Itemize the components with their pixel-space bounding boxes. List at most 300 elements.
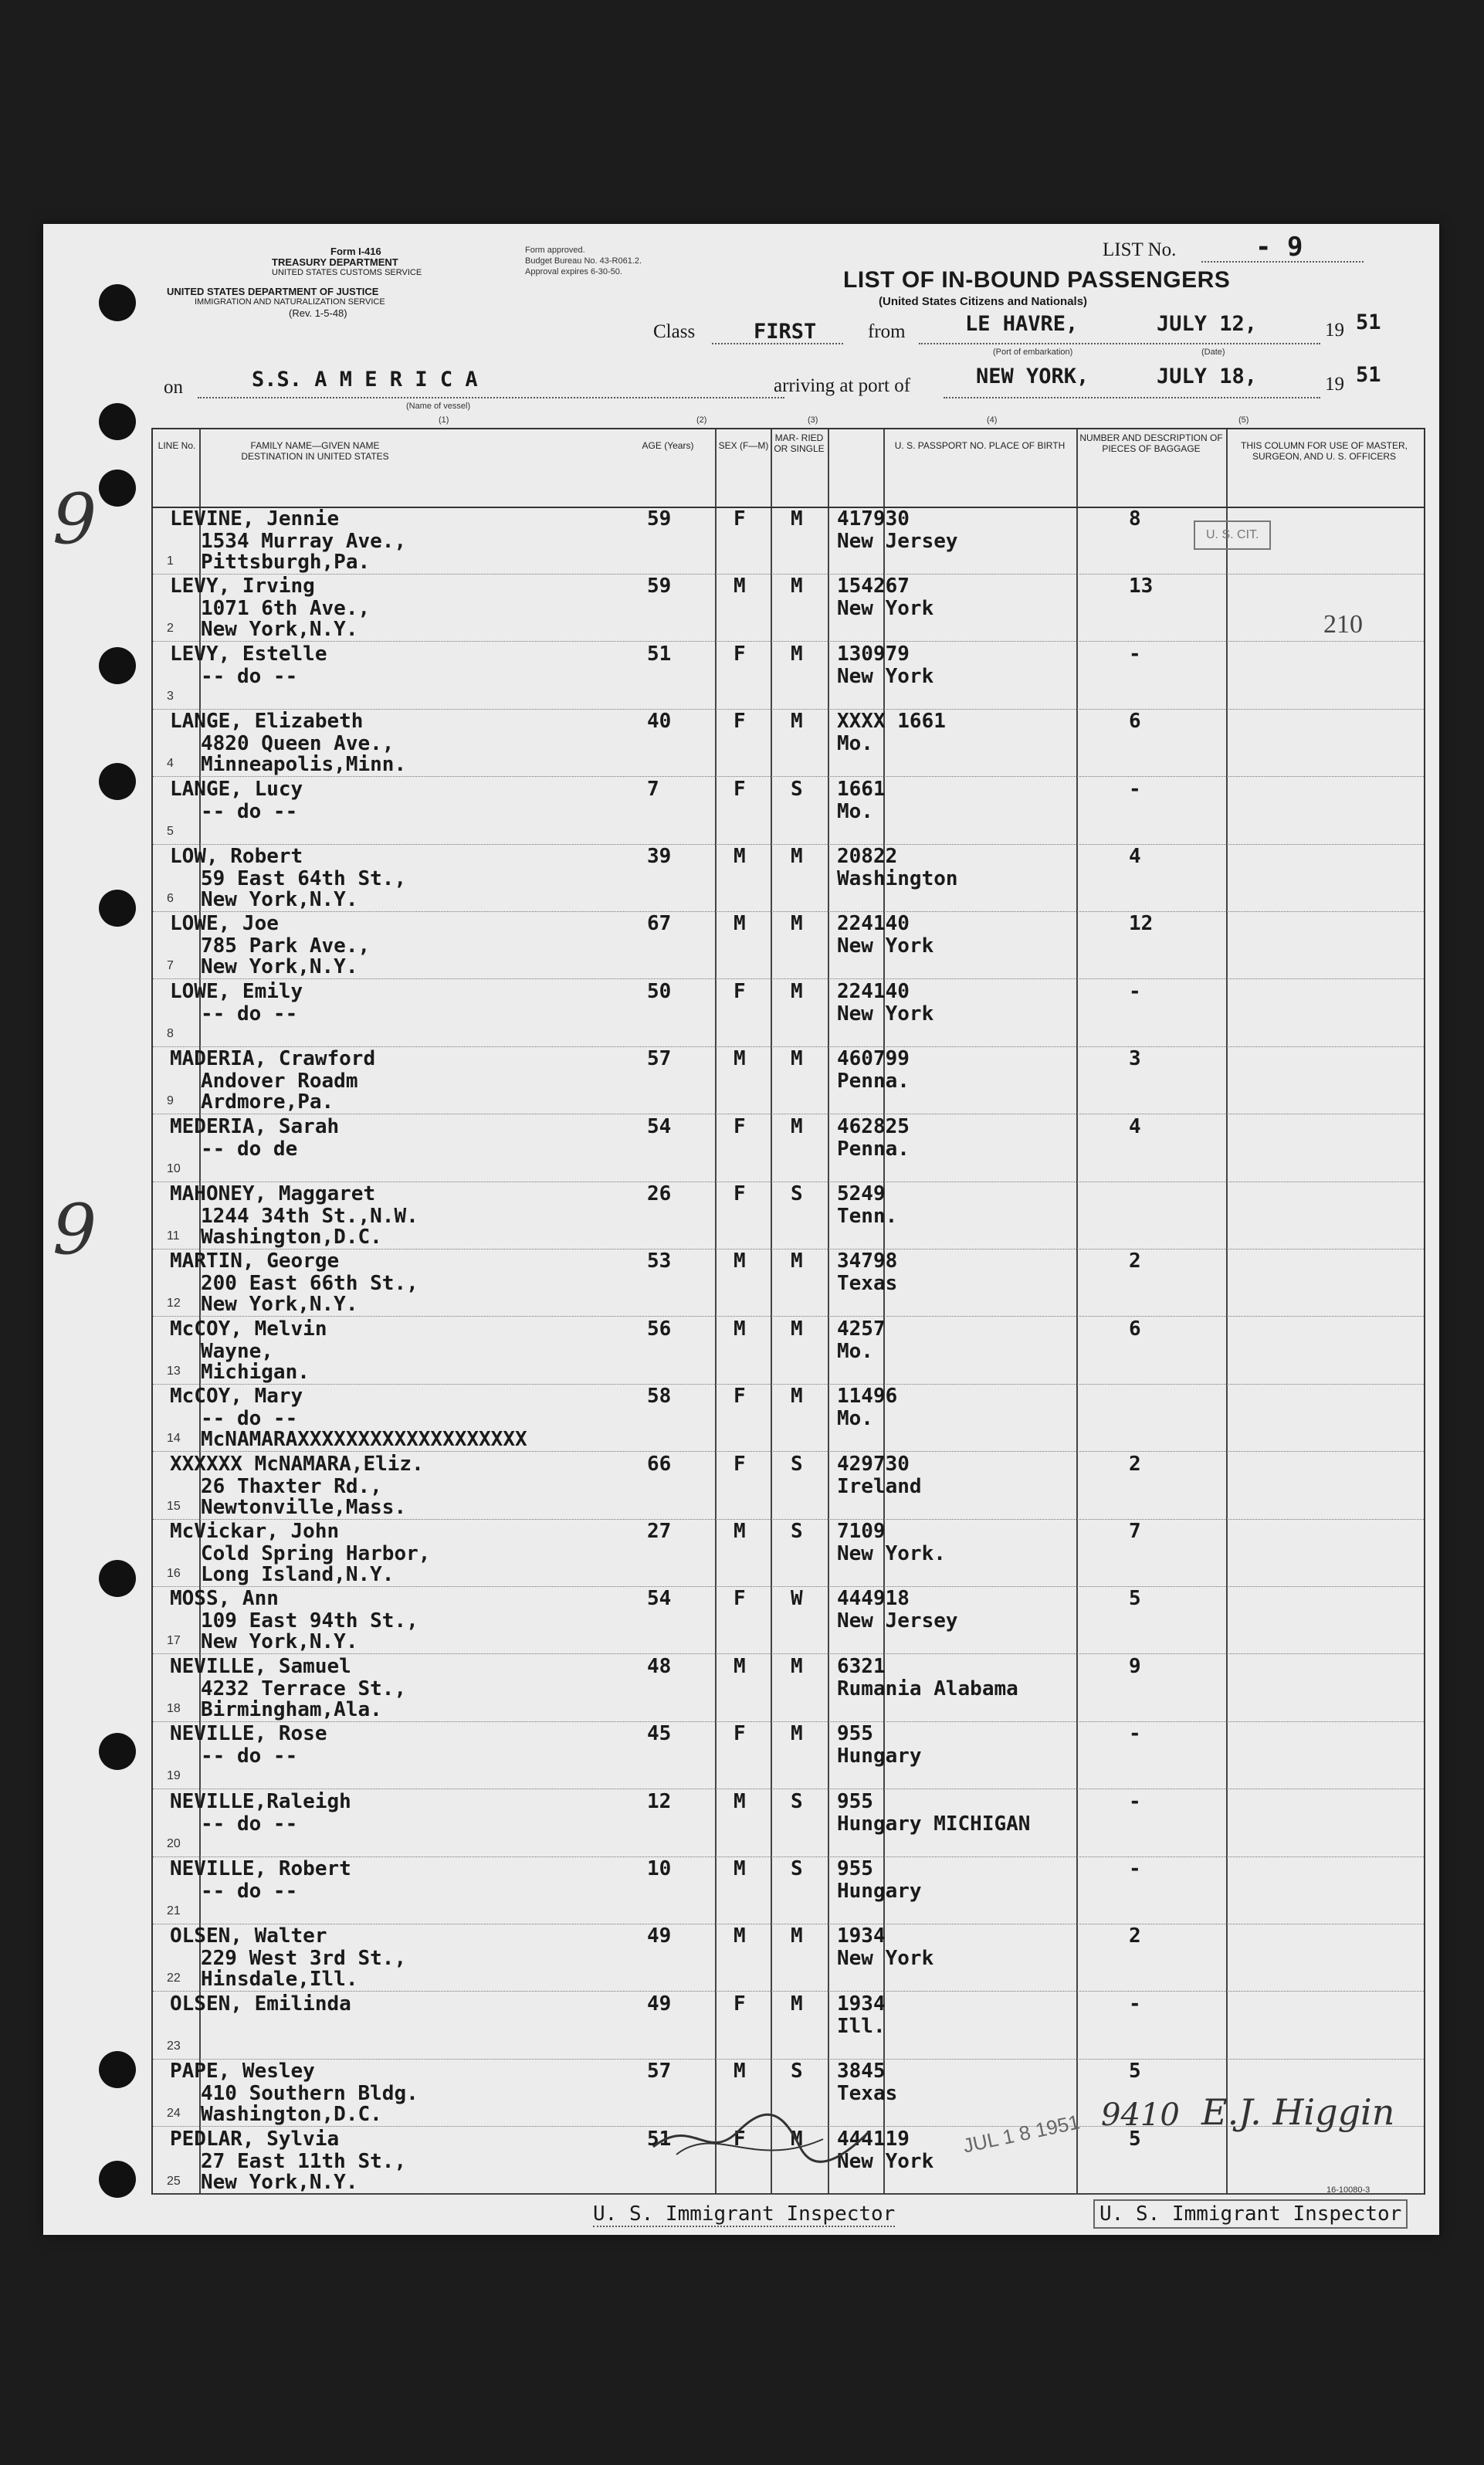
passport-number: 1661 bbox=[837, 777, 886, 801]
destination-line-2: New York,N.Y. bbox=[201, 1293, 358, 1317]
sex: M bbox=[734, 1654, 746, 1678]
passport-number: 11496 bbox=[837, 1385, 898, 1409]
destination-line-2: Michigan. bbox=[201, 1360, 310, 1384]
passport-number: 7109 bbox=[837, 1520, 886, 1543]
destination-line-1: -- do -- bbox=[201, 1002, 298, 1026]
age: 59 bbox=[647, 575, 672, 598]
table-row bbox=[153, 1519, 1424, 1587]
place-of-birth: Ireland bbox=[837, 1474, 922, 1498]
sex: F bbox=[734, 1182, 746, 1205]
age: 66 bbox=[647, 1452, 672, 1476]
sex: M bbox=[734, 1047, 746, 1071]
passenger-name: PEDLAR, Sylvia bbox=[170, 2127, 340, 2151]
col-number-3: (3) bbox=[808, 415, 818, 425]
place-of-birth: Texas bbox=[837, 2082, 898, 2106]
sex: F bbox=[734, 1114, 746, 1138]
place-of-birth: New York bbox=[837, 934, 934, 958]
sex: M bbox=[734, 1789, 746, 1813]
passport-number: XXXX 1661 bbox=[837, 710, 946, 734]
destination-line-1: 4820 Queen Ave., bbox=[201, 732, 395, 756]
table-row bbox=[153, 911, 1424, 979]
baggage-count: - bbox=[1129, 777, 1141, 801]
line-number: 19 bbox=[167, 1769, 181, 1783]
destination-line-1: -- do de bbox=[201, 1137, 298, 1161]
marital-status: S bbox=[791, 2060, 803, 2084]
table-row bbox=[153, 1114, 1424, 1182]
vessel-col-number: (1) bbox=[439, 415, 449, 425]
passenger-name: McVickar, John bbox=[170, 1520, 340, 1543]
table-row bbox=[153, 1317, 1424, 1385]
from-label: from bbox=[868, 321, 906, 342]
approval-line-1: Form approved. bbox=[525, 246, 585, 255]
place-of-birth: New York bbox=[837, 2149, 934, 2173]
line-number: 2 bbox=[167, 622, 174, 636]
passport-number: 955 bbox=[837, 1789, 873, 1813]
passenger-name: LEVY, Estelle bbox=[170, 642, 327, 666]
passenger-name: McCOY, Mary bbox=[170, 1385, 303, 1409]
destination-line-2: New York,N.Y. bbox=[201, 2170, 358, 2194]
place-of-birth: Mo. bbox=[837, 1339, 873, 1363]
table-row bbox=[153, 1586, 1424, 1654]
destination-line-1: 229 West 3rd St., bbox=[201, 1947, 407, 1971]
vessel-name: S.S. A M E R I C A bbox=[252, 368, 478, 392]
line-number: 21 bbox=[167, 1904, 181, 1917]
sex: M bbox=[734, 1924, 746, 1948]
passenger-name: XXXXXX McNAMARA,Eliz. bbox=[170, 1452, 424, 1476]
marital-status: M bbox=[791, 1249, 803, 1273]
age: 57 bbox=[647, 1047, 672, 1071]
table-row bbox=[153, 1721, 1424, 1789]
destination-line-2: Hinsdale,Ill. bbox=[201, 1968, 358, 1992]
passenger-name: LOWE, Joe bbox=[170, 912, 279, 936]
sex: F bbox=[734, 1385, 746, 1409]
marital-status: M bbox=[791, 642, 803, 666]
passport-number: 1934 bbox=[837, 1992, 886, 2016]
destination-line-1: 200 East 66th St., bbox=[201, 1272, 418, 1296]
punch-hole-5 bbox=[99, 763, 136, 800]
punch-hole-6 bbox=[99, 890, 136, 927]
marital-status: S bbox=[791, 777, 803, 801]
punch-hole-3 bbox=[99, 470, 136, 507]
date-stamp: JUL 1 8 1951 bbox=[961, 2110, 1083, 2158]
destination-line-2: Ardmore,Pa. bbox=[201, 1090, 334, 1114]
passport-number: 34798 bbox=[837, 1249, 898, 1273]
col-number-2: (2) bbox=[696, 415, 707, 425]
age: 49 bbox=[647, 1924, 672, 1948]
place-of-birth: New York bbox=[837, 664, 934, 688]
arrival-date: JULY 18, bbox=[1157, 364, 1258, 388]
table-header bbox=[153, 429, 1424, 508]
baggage-count: 4 bbox=[1129, 845, 1141, 868]
sex: F bbox=[734, 710, 746, 734]
passenger-name: LOWE, Emily bbox=[170, 979, 303, 1003]
punch-hole-9 bbox=[99, 2051, 136, 2088]
passport-number: 1934 bbox=[837, 1924, 886, 1948]
age: 10 bbox=[647, 1857, 672, 1880]
place-of-birth: Mo. bbox=[837, 1407, 873, 1431]
passenger-name: LOW, Robert bbox=[170, 845, 303, 868]
line-number: 8 bbox=[167, 1026, 174, 1040]
passenger-name: MEDERIA, Sarah bbox=[170, 1114, 340, 1138]
header-baggage: NUMBER AND DESCRIPTION OF PIECES OF BAGGAGE bbox=[1079, 432, 1223, 454]
baggage-count: 13 bbox=[1129, 575, 1154, 598]
destination-line-1: 1244 34th St.,N.W. bbox=[201, 1205, 418, 1228]
place-of-birth: Rumania Alabama bbox=[837, 1677, 1018, 1700]
age: 57 bbox=[647, 2060, 672, 2084]
place-of-birth: Tenn. bbox=[837, 1205, 898, 1228]
marital-status: M bbox=[791, 1317, 803, 1341]
line-number: 24 bbox=[167, 2107, 181, 2121]
marital-status: M bbox=[791, 1992, 803, 2016]
table-row bbox=[153, 1856, 1424, 1924]
age: 40 bbox=[647, 710, 672, 734]
marital-status: M bbox=[791, 979, 803, 1003]
destination-line-1: Cold Spring Harbor, bbox=[201, 1542, 431, 1565]
date-caption: (Date) bbox=[1201, 348, 1225, 357]
place-of-birth: New York bbox=[837, 1947, 934, 1971]
destination-line-1: Andover Roadm bbox=[201, 1070, 358, 1093]
treasury-dept: TREASURY DEPARTMENT bbox=[272, 256, 398, 268]
table-row bbox=[153, 1789, 1424, 1857]
table-row bbox=[153, 642, 1424, 710]
baggage-count: 9 bbox=[1129, 1654, 1141, 1678]
table-row bbox=[153, 844, 1424, 912]
line-number: 15 bbox=[167, 1499, 181, 1513]
margin-mark-1: 9 bbox=[53, 479, 97, 560]
signature-scribble bbox=[645, 2101, 877, 2173]
justice-dept: UNITED STATES DEPARTMENT OF JUSTICE bbox=[167, 286, 379, 297]
header-age: AGE (Years) bbox=[642, 440, 694, 451]
destination-line-1: 1071 6th Ave., bbox=[201, 597, 371, 621]
sex: M bbox=[734, 575, 746, 598]
age: 58 bbox=[647, 1385, 672, 1409]
table-row bbox=[153, 709, 1424, 777]
marital-status: M bbox=[791, 1654, 803, 1678]
list-no-value: - 9 bbox=[1255, 232, 1303, 263]
destination-line-2: New York,N.Y. bbox=[201, 888, 358, 911]
passport-number: 3845 bbox=[837, 2060, 886, 2084]
destination-line-1: 785 Park Ave., bbox=[201, 934, 371, 958]
passenger-name: OLSEN, Walter bbox=[170, 1924, 327, 1948]
place-of-birth: Mo. bbox=[837, 732, 873, 756]
marital-status: M bbox=[791, 1385, 803, 1409]
place-of-birth: Penna. bbox=[837, 1137, 910, 1161]
passenger-table bbox=[151, 428, 1425, 2195]
marital-status: W bbox=[791, 1587, 803, 1611]
sex: F bbox=[734, 507, 746, 531]
sex: M bbox=[734, 845, 746, 868]
baggage-count: 5 bbox=[1129, 2127, 1141, 2151]
punch-hole-8 bbox=[99, 1733, 136, 1770]
passenger-name: McCOY, Melvin bbox=[170, 1317, 327, 1341]
line-number: 6 bbox=[167, 892, 174, 905]
table-row bbox=[153, 1384, 1424, 1452]
marital-status: M bbox=[791, 575, 803, 598]
place-of-birth: Ill. bbox=[837, 2014, 886, 2038]
page-number: 210 bbox=[1323, 610, 1363, 639]
passport-number: 5249 bbox=[837, 1182, 886, 1205]
destination-line-1: 410 Southern Bldg. bbox=[201, 2082, 418, 2106]
baggage-count: 6 bbox=[1129, 710, 1141, 734]
destination-line-2: Long Island,N.Y. bbox=[201, 1563, 395, 1586]
passport-number: 154267 bbox=[837, 575, 910, 598]
form-revision: (Rev. 1-5-48) bbox=[289, 307, 347, 319]
marital-status: M bbox=[791, 1114, 803, 1138]
place-of-birth: Washington bbox=[837, 867, 958, 890]
vessel-caption: (Name of vessel) bbox=[406, 402, 471, 411]
footer-code: 16-10080-3 bbox=[1326, 2185, 1370, 2195]
age: 54 bbox=[647, 1114, 672, 1138]
sex: M bbox=[734, 1857, 746, 1880]
marital-status: M bbox=[791, 1924, 803, 1948]
year-prefix-1: 19 bbox=[1325, 320, 1344, 341]
marital-status: M bbox=[791, 1047, 803, 1071]
passenger-name: NEVILLE,Raleigh bbox=[170, 1789, 351, 1813]
sex: F bbox=[734, 642, 746, 666]
passport-number: 429730 bbox=[837, 1452, 910, 1476]
line-number: 7 bbox=[167, 959, 174, 973]
punch-hole-10 bbox=[99, 2161, 136, 2198]
year-prefix-2: 19 bbox=[1325, 374, 1344, 395]
marital-status: S bbox=[791, 1789, 803, 1813]
embark-port: LE HAVRE, bbox=[965, 312, 1079, 336]
destination-line-1: 26 Thaxter Rd., bbox=[201, 1474, 382, 1498]
marital-status: S bbox=[791, 1520, 803, 1543]
baggage-count: 5 bbox=[1129, 2060, 1141, 2084]
baggage-count: 5 bbox=[1129, 1587, 1141, 1611]
punch-hole-4 bbox=[99, 647, 136, 684]
passport-number: 417930 bbox=[837, 507, 910, 531]
passenger-name: PAPE, Wesley bbox=[170, 2060, 315, 2084]
age: 51 bbox=[647, 2127, 672, 2151]
table-row bbox=[153, 1249, 1424, 1317]
destination-line-1: -- do -- bbox=[201, 1744, 298, 1768]
punch-hole-7 bbox=[99, 1560, 136, 1597]
line-number: 17 bbox=[167, 1634, 181, 1648]
sex: F bbox=[734, 1992, 746, 2016]
approval-line-3: Approval expires 6-30-50. bbox=[525, 267, 622, 276]
passenger-name: NEVILLE, Robert bbox=[170, 1857, 351, 1880]
destination-line-1: 27 East 11th St., bbox=[201, 2149, 407, 2173]
line-number: 13 bbox=[167, 1364, 181, 1378]
table-row bbox=[153, 1924, 1424, 1992]
table-row bbox=[153, 777, 1424, 845]
destination-line-2: New York,N.Y. bbox=[201, 618, 358, 642]
embark-caption: (Port of embarkation) bbox=[993, 348, 1073, 357]
class-label: Class bbox=[653, 321, 696, 342]
passport-number: 130979 bbox=[837, 642, 910, 666]
destination-line-2: Washington,D.C. bbox=[201, 2103, 382, 2127]
baggage-count: 4 bbox=[1129, 1114, 1141, 1138]
sex: F bbox=[734, 1587, 746, 1611]
table-row bbox=[153, 1182, 1424, 1249]
table-row bbox=[153, 574, 1424, 642]
destination-line-1: -- do -- bbox=[201, 1812, 298, 1836]
marital-status: M bbox=[791, 507, 803, 531]
passport-number: 224140 bbox=[837, 979, 910, 1003]
header-passport-birth: U. S. PASSPORT NO. PLACE OF BIRTH bbox=[894, 440, 1066, 451]
table-row bbox=[153, 979, 1424, 1047]
destination-line-2: Newtonville,Mass. bbox=[201, 1495, 407, 1519]
col-number-5: (5) bbox=[1238, 415, 1249, 425]
place-of-birth: New York bbox=[837, 1002, 934, 1026]
sex: M bbox=[734, 1520, 746, 1543]
passenger-name: OLSEN, Emilinda bbox=[170, 1992, 351, 2016]
sex: M bbox=[734, 912, 746, 936]
line-number: 9 bbox=[167, 1094, 174, 1108]
sex: F bbox=[734, 1452, 746, 1476]
passport-number: 224140 bbox=[837, 912, 910, 936]
age: 59 bbox=[647, 507, 672, 531]
destination-line-1: 109 East 94th St., bbox=[201, 1609, 418, 1633]
baggage-count: 12 bbox=[1129, 912, 1154, 936]
marital-status: M bbox=[791, 710, 803, 734]
destination-line-2: Minneapolis,Minn. bbox=[201, 753, 407, 777]
destination-line-1: 59 East 64th St., bbox=[201, 867, 407, 890]
age: 7 bbox=[647, 777, 659, 801]
age: 56 bbox=[647, 1317, 672, 1341]
baggage-count: - bbox=[1129, 979, 1141, 1003]
baggage-count: 8 bbox=[1129, 507, 1141, 531]
passenger-name: MARTIN, George bbox=[170, 1249, 340, 1273]
destination-line-2: Birmingham,Ala. bbox=[201, 1697, 382, 1721]
page-subtitle: (United States Citizens and Nationals) bbox=[879, 295, 1088, 308]
place-of-birth: New York. bbox=[837, 1542, 946, 1565]
list-no-label: LIST No. bbox=[1103, 239, 1177, 260]
col-number-4: (4) bbox=[987, 415, 998, 425]
header-married: MAR- RIED OR SINGLE bbox=[774, 432, 825, 454]
age: 54 bbox=[647, 1587, 672, 1611]
place-of-birth: Penna. bbox=[837, 1070, 910, 1093]
marital-status: M bbox=[791, 2127, 803, 2151]
passport-number: 955 bbox=[837, 1857, 873, 1880]
inspector-label-left: U. S. Immigrant Inspector bbox=[593, 2202, 896, 2226]
baggage-count: 2 bbox=[1129, 1924, 1141, 1948]
header-line-no: LINE No. bbox=[158, 440, 196, 451]
baggage-count: 2 bbox=[1129, 1249, 1141, 1273]
baggage-count: - bbox=[1129, 1789, 1141, 1813]
age: 48 bbox=[647, 1654, 672, 1678]
header-name: FAMILY NAME—GIVEN NAME DESTINATION IN UNITED STATES bbox=[241, 440, 389, 462]
baggage-count: 3 bbox=[1129, 1047, 1141, 1071]
line-number: 4 bbox=[167, 757, 174, 771]
baggage-count: - bbox=[1129, 1722, 1141, 1746]
inspector-signature: E.J. Higgin bbox=[1201, 2091, 1395, 2133]
ins-service: IMMIGRATION AND NATURALIZATION SERVICE bbox=[195, 297, 385, 307]
passport-number: 4257 bbox=[837, 1317, 886, 1341]
destination-line-1: -- do -- bbox=[201, 799, 298, 823]
baggage-count: 7 bbox=[1129, 1520, 1141, 1543]
passport-number: 444119 bbox=[837, 2127, 910, 2151]
destination-line-1: -- do -- bbox=[201, 1407, 298, 1431]
passport-number: 955 bbox=[837, 1722, 873, 1746]
age: 45 bbox=[647, 1722, 672, 1746]
baggage-count: 6 bbox=[1129, 1317, 1141, 1341]
passenger-name: LEVINE, Jennie bbox=[170, 507, 340, 531]
page-title: LIST OF IN-BOUND PASSENGERS bbox=[843, 267, 1231, 293]
passenger-name: MADERIA, Crawford bbox=[170, 1047, 376, 1071]
age: 27 bbox=[647, 1520, 672, 1543]
header-sex: SEX (F—M) bbox=[718, 440, 769, 451]
destination-line-2: Pittsburgh,Pa. bbox=[201, 551, 371, 574]
line-number: 3 bbox=[167, 689, 174, 703]
destination-line-1: Wayne, bbox=[201, 1339, 273, 1363]
arrival-port: NEW YORK, bbox=[976, 364, 1089, 388]
sex: M bbox=[734, 1249, 746, 1273]
passenger-name: LANGE, Lucy bbox=[170, 777, 303, 801]
manifest-page bbox=[43, 224, 1439, 2235]
baggage-count: 2 bbox=[1129, 1452, 1141, 1476]
embark-date: JULY 12, bbox=[1157, 312, 1258, 336]
line-number: 5 bbox=[167, 824, 174, 838]
passenger-name: NEVILLE, Samuel bbox=[170, 1654, 351, 1678]
destination-line-2: New York,N.Y. bbox=[201, 955, 358, 979]
approval-line-2: Budget Bureau No. 43-R061.2. bbox=[525, 256, 642, 266]
marital-status: M bbox=[791, 845, 803, 868]
place-of-birth: New Jersey bbox=[837, 530, 958, 553]
marital-status: M bbox=[791, 912, 803, 936]
form-number: Form I-416 bbox=[330, 246, 381, 257]
line-number: 14 bbox=[167, 1432, 181, 1446]
arriving-label: arriving at port of bbox=[774, 375, 911, 396]
age: 53 bbox=[647, 1249, 672, 1273]
passport-number: 460799 bbox=[837, 1047, 910, 1071]
passport-number: 462825 bbox=[837, 1114, 910, 1138]
baggage-count: - bbox=[1129, 1992, 1141, 2016]
line-number: 1 bbox=[167, 554, 174, 568]
destination-line-1: -- do -- bbox=[201, 1880, 298, 1903]
passenger-name: MAHONEY, Maggaret bbox=[170, 1182, 376, 1205]
customs-service: UNITED STATES CUSTOMS SERVICE bbox=[272, 268, 422, 277]
age: 39 bbox=[647, 845, 672, 868]
passport-number: 20822 bbox=[837, 845, 898, 868]
punch-hole-1 bbox=[99, 284, 136, 321]
passport-number: 444918 bbox=[837, 1587, 910, 1611]
class-value: FIRST bbox=[754, 320, 817, 344]
line-number: 23 bbox=[167, 2039, 181, 2053]
marital-status: M bbox=[791, 1722, 803, 1746]
sex: M bbox=[734, 1317, 746, 1341]
inspector-number: 9410 bbox=[1101, 2097, 1180, 2133]
sex: M bbox=[734, 2060, 746, 2084]
passenger-name: LANGE, Elizabeth bbox=[170, 710, 364, 734]
arrival-year: 51 bbox=[1356, 363, 1381, 387]
place-of-birth: New York bbox=[837, 597, 934, 621]
table-row bbox=[153, 1654, 1424, 1722]
on-label: on bbox=[164, 377, 183, 398]
passenger-name: MOSS, Ann bbox=[170, 1587, 279, 1611]
baggage-count: - bbox=[1129, 1857, 1141, 1880]
sex: F bbox=[734, 1722, 746, 1746]
line-number: 18 bbox=[167, 1701, 181, 1715]
destination-line-1: -- do -- bbox=[201, 664, 298, 688]
marital-status: S bbox=[791, 1182, 803, 1205]
passenger-name: NEVILLE, Rose bbox=[170, 1722, 327, 1746]
place-of-birth: Mo. bbox=[837, 799, 873, 823]
place-of-birth: Hungary MICHIGAN bbox=[837, 1812, 1031, 1836]
place-of-birth: New Jersey bbox=[837, 1609, 958, 1633]
margin-mark-2: 9 bbox=[53, 1189, 97, 1270]
age: 12 bbox=[647, 1789, 672, 1813]
line-number: 10 bbox=[167, 1161, 181, 1175]
table-row bbox=[153, 1452, 1424, 1520]
destination-line-1: 1534 Murray Ave., bbox=[201, 530, 407, 553]
age: 51 bbox=[647, 642, 672, 666]
table-row bbox=[153, 1046, 1424, 1114]
age: 50 bbox=[647, 979, 672, 1003]
sex: F bbox=[734, 2127, 746, 2151]
destination-line-2: New York,N.Y. bbox=[201, 1630, 358, 1654]
